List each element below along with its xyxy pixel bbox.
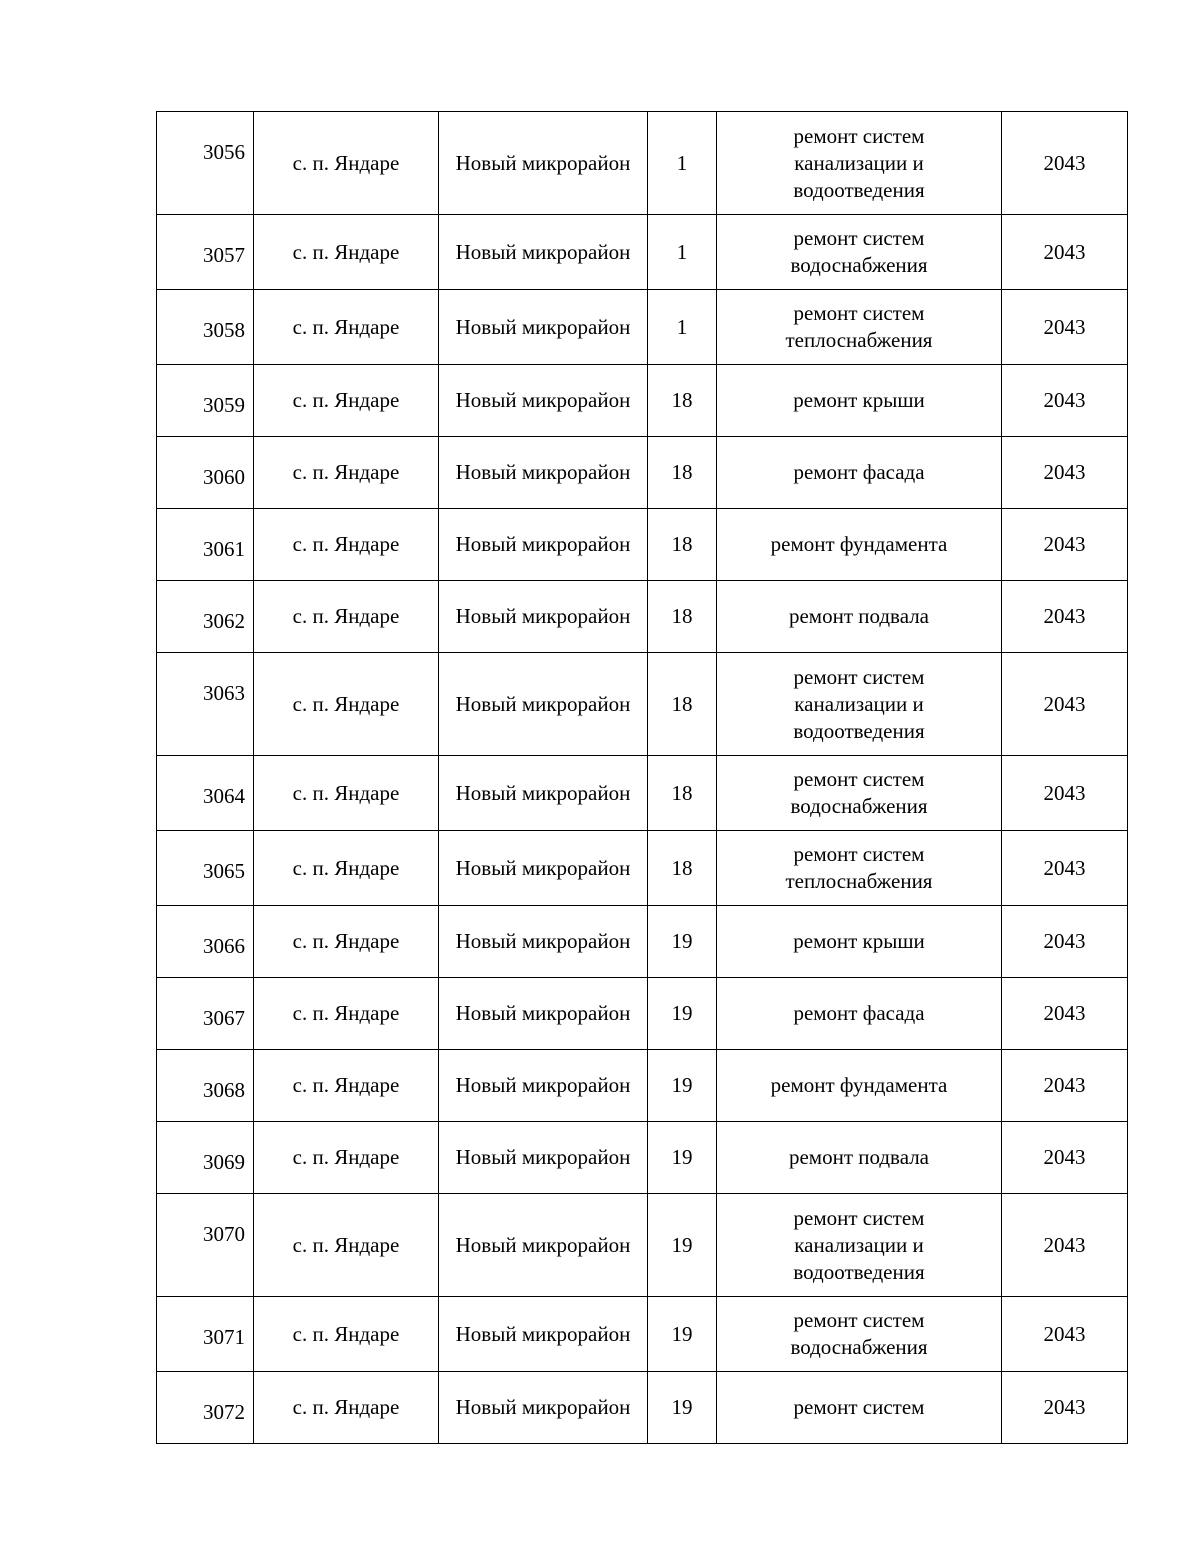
street-cell: Новый микрорайон <box>439 509 648 581</box>
work-type-text: ремонт систем теплоснабжения <box>785 842 933 893</box>
work-type-cell <box>717 1194 1002 1297</box>
year-cell: 2043 <box>1002 365 1128 437</box>
settlement-cell: с. п. Яндаре <box>254 509 439 581</box>
row-number-cell: 3064 <box>157 756 254 831</box>
table-row <box>157 1297 1128 1372</box>
table-row <box>157 215 1128 290</box>
house-number-cell: 19 <box>648 1122 717 1194</box>
street-cell: Новый микрорайон <box>439 831 648 906</box>
settlement-cell: с. п. Яндаре <box>254 1122 439 1194</box>
work-type-text: ремонт крыши <box>793 929 925 953</box>
house-number-cell: 19 <box>648 1372 717 1444</box>
house-number-cell: 18 <box>648 581 717 653</box>
table-row <box>157 1050 1128 1122</box>
street-cell: Новый микрорайон <box>439 581 648 653</box>
work-type-cell <box>717 756 1002 831</box>
row-number-cell: 3067 <box>157 978 254 1050</box>
row-number-cell: 3069 <box>157 1122 254 1194</box>
street-cell: Новый микрорайон <box>439 756 648 831</box>
street-cell: Новый микрорайон <box>439 978 648 1050</box>
work-type-cell <box>717 365 1002 437</box>
settlement-cell: с. п. Яндаре <box>254 112 439 215</box>
table-row <box>157 365 1128 437</box>
row-number-cell: 3059 <box>157 365 254 437</box>
house-number-cell: 18 <box>648 831 717 906</box>
work-type-text: ремонт фундамента <box>770 532 948 556</box>
work-type-cell <box>717 906 1002 978</box>
year-cell: 2043 <box>1002 1372 1128 1444</box>
house-number-cell: 1 <box>648 112 717 215</box>
house-number-cell: 18 <box>648 509 717 581</box>
work-type-text: ремонт систем водоснабжения <box>790 767 928 818</box>
row-number-cell: 3060 <box>157 437 254 509</box>
settlement-cell: с. п. Яндаре <box>254 1050 439 1122</box>
work-type-text: ремонт фасада <box>793 1001 925 1025</box>
table-body <box>157 112 1128 1444</box>
street-cell: Новый микрорайон <box>439 906 648 978</box>
work-type-cell <box>717 653 1002 756</box>
work-type-cell <box>717 112 1002 215</box>
street-cell: Новый микрорайон <box>439 290 648 365</box>
settlement-cell: с. п. Яндаре <box>254 978 439 1050</box>
work-type-cell <box>717 437 1002 509</box>
row-number-cell: 3068 <box>157 1050 254 1122</box>
year-cell: 2043 <box>1002 906 1128 978</box>
settlement-cell: с. п. Яндаре <box>254 1297 439 1372</box>
year-cell: 2043 <box>1002 112 1128 215</box>
settlement-cell: с. п. Яндаре <box>254 215 439 290</box>
year-cell: 2043 <box>1002 831 1128 906</box>
work-type-text: ремонт систем водоснабжения <box>790 1308 928 1359</box>
row-number-cell: 3071 <box>157 1297 254 1372</box>
house-number-cell: 18 <box>648 365 717 437</box>
table-row <box>157 1194 1128 1297</box>
work-type-cell <box>717 581 1002 653</box>
street-cell: Новый микрорайон <box>439 365 648 437</box>
year-cell: 2043 <box>1002 1297 1128 1372</box>
table-row <box>157 978 1128 1050</box>
settlement-cell: с. п. Яндаре <box>254 581 439 653</box>
work-type-text: ремонт крыши <box>793 388 925 412</box>
street-cell: Новый микрорайон <box>439 1372 648 1444</box>
row-number-cell: 3058 <box>157 290 254 365</box>
work-type-cell <box>717 1372 1002 1444</box>
work-type-text: ремонт подвала <box>788 604 930 628</box>
work-type-cell <box>717 1297 1002 1372</box>
row-number-cell: 3065 <box>157 831 254 906</box>
work-type-text: ремонт фасада <box>793 460 925 484</box>
table-row <box>157 906 1128 978</box>
year-cell: 2043 <box>1002 978 1128 1050</box>
work-type-cell <box>717 215 1002 290</box>
year-cell: 2043 <box>1002 1050 1128 1122</box>
work-type-text: ремонт систем канализации и водоотведения <box>793 1205 925 1284</box>
street-cell: Новый микрорайон <box>439 112 648 215</box>
table-row <box>157 756 1128 831</box>
work-type-text: ремонт систем водоснабжения <box>790 226 928 277</box>
row-number-cell: 3063 <box>157 653 254 756</box>
house-number-cell: 1 <box>648 215 717 290</box>
house-number-cell: 19 <box>648 1194 717 1297</box>
year-cell: 2043 <box>1002 1194 1128 1297</box>
work-type-cell <box>717 509 1002 581</box>
settlement-cell: с. п. Яндаре <box>254 653 439 756</box>
settlement-cell: с. п. Яндаре <box>254 365 439 437</box>
repair-schedule-table <box>156 111 1128 1444</box>
table-row <box>157 653 1128 756</box>
work-type-text: ремонт систем теплоснабжения <box>785 301 933 352</box>
street-cell: Новый микрорайон <box>439 653 648 756</box>
year-cell: 2043 <box>1002 653 1128 756</box>
year-cell: 2043 <box>1002 215 1128 290</box>
house-number-cell: 1 <box>648 290 717 365</box>
year-cell: 2043 <box>1002 581 1128 653</box>
year-cell: 2043 <box>1002 437 1128 509</box>
row-number-cell: 3070 <box>157 1194 254 1297</box>
settlement-cell: с. п. Яндаре <box>254 756 439 831</box>
house-number-cell: 19 <box>648 906 717 978</box>
table-row <box>157 112 1128 215</box>
settlement-cell: с. п. Яндаре <box>254 1372 439 1444</box>
table-row <box>157 1372 1128 1444</box>
street-cell: Новый микрорайон <box>439 1297 648 1372</box>
house-number-cell: 18 <box>648 756 717 831</box>
work-type-cell <box>717 290 1002 365</box>
year-cell: 2043 <box>1002 1122 1128 1194</box>
row-number-cell: 3066 <box>157 906 254 978</box>
house-number-cell: 19 <box>648 978 717 1050</box>
work-type-cell <box>717 1122 1002 1194</box>
year-cell: 2043 <box>1002 509 1128 581</box>
street-cell: Новый микрорайон <box>439 215 648 290</box>
work-type-text: ремонт подвала <box>788 1145 930 1169</box>
work-type-text: ремонт систем <box>793 1395 925 1419</box>
work-type-text: ремонт фундамента <box>770 1073 948 1097</box>
work-type-text: ремонт систем канализации и водоотведения <box>793 664 925 743</box>
settlement-cell: с. п. Яндаре <box>254 906 439 978</box>
year-cell: 2043 <box>1002 290 1128 365</box>
street-cell: Новый микрорайон <box>439 1050 648 1122</box>
settlement-cell: с. п. Яндаре <box>254 831 439 906</box>
table-row <box>157 290 1128 365</box>
row-number-cell: 3061 <box>157 509 254 581</box>
work-type-text: ремонт систем канализации и водоотведения <box>793 123 925 202</box>
house-number-cell: 19 <box>648 1297 717 1372</box>
street-cell: Новый микрорайон <box>439 1194 648 1297</box>
settlement-cell: с. п. Яндаре <box>254 437 439 509</box>
table-row <box>157 581 1128 653</box>
house-number-cell: 19 <box>648 1050 717 1122</box>
house-number-cell: 18 <box>648 653 717 756</box>
street-cell: Новый микрорайон <box>439 1122 648 1194</box>
house-number-cell: 18 <box>648 437 717 509</box>
table-row <box>157 509 1128 581</box>
settlement-cell: с. п. Яндаре <box>254 290 439 365</box>
year-cell: 2043 <box>1002 756 1128 831</box>
work-type-cell <box>717 978 1002 1050</box>
table-row <box>157 831 1128 906</box>
street-cell: Новый микрорайон <box>439 437 648 509</box>
row-number-cell: 3056 <box>157 112 254 215</box>
row-number-cell: 3062 <box>157 581 254 653</box>
row-number-cell: 3057 <box>157 215 254 290</box>
work-type-cell <box>717 831 1002 906</box>
settlement-cell: с. п. Яндаре <box>254 1194 439 1297</box>
table-row <box>157 1122 1128 1194</box>
row-number-cell: 3072 <box>157 1372 254 1444</box>
table-row <box>157 437 1128 509</box>
work-type-cell <box>717 1050 1002 1122</box>
